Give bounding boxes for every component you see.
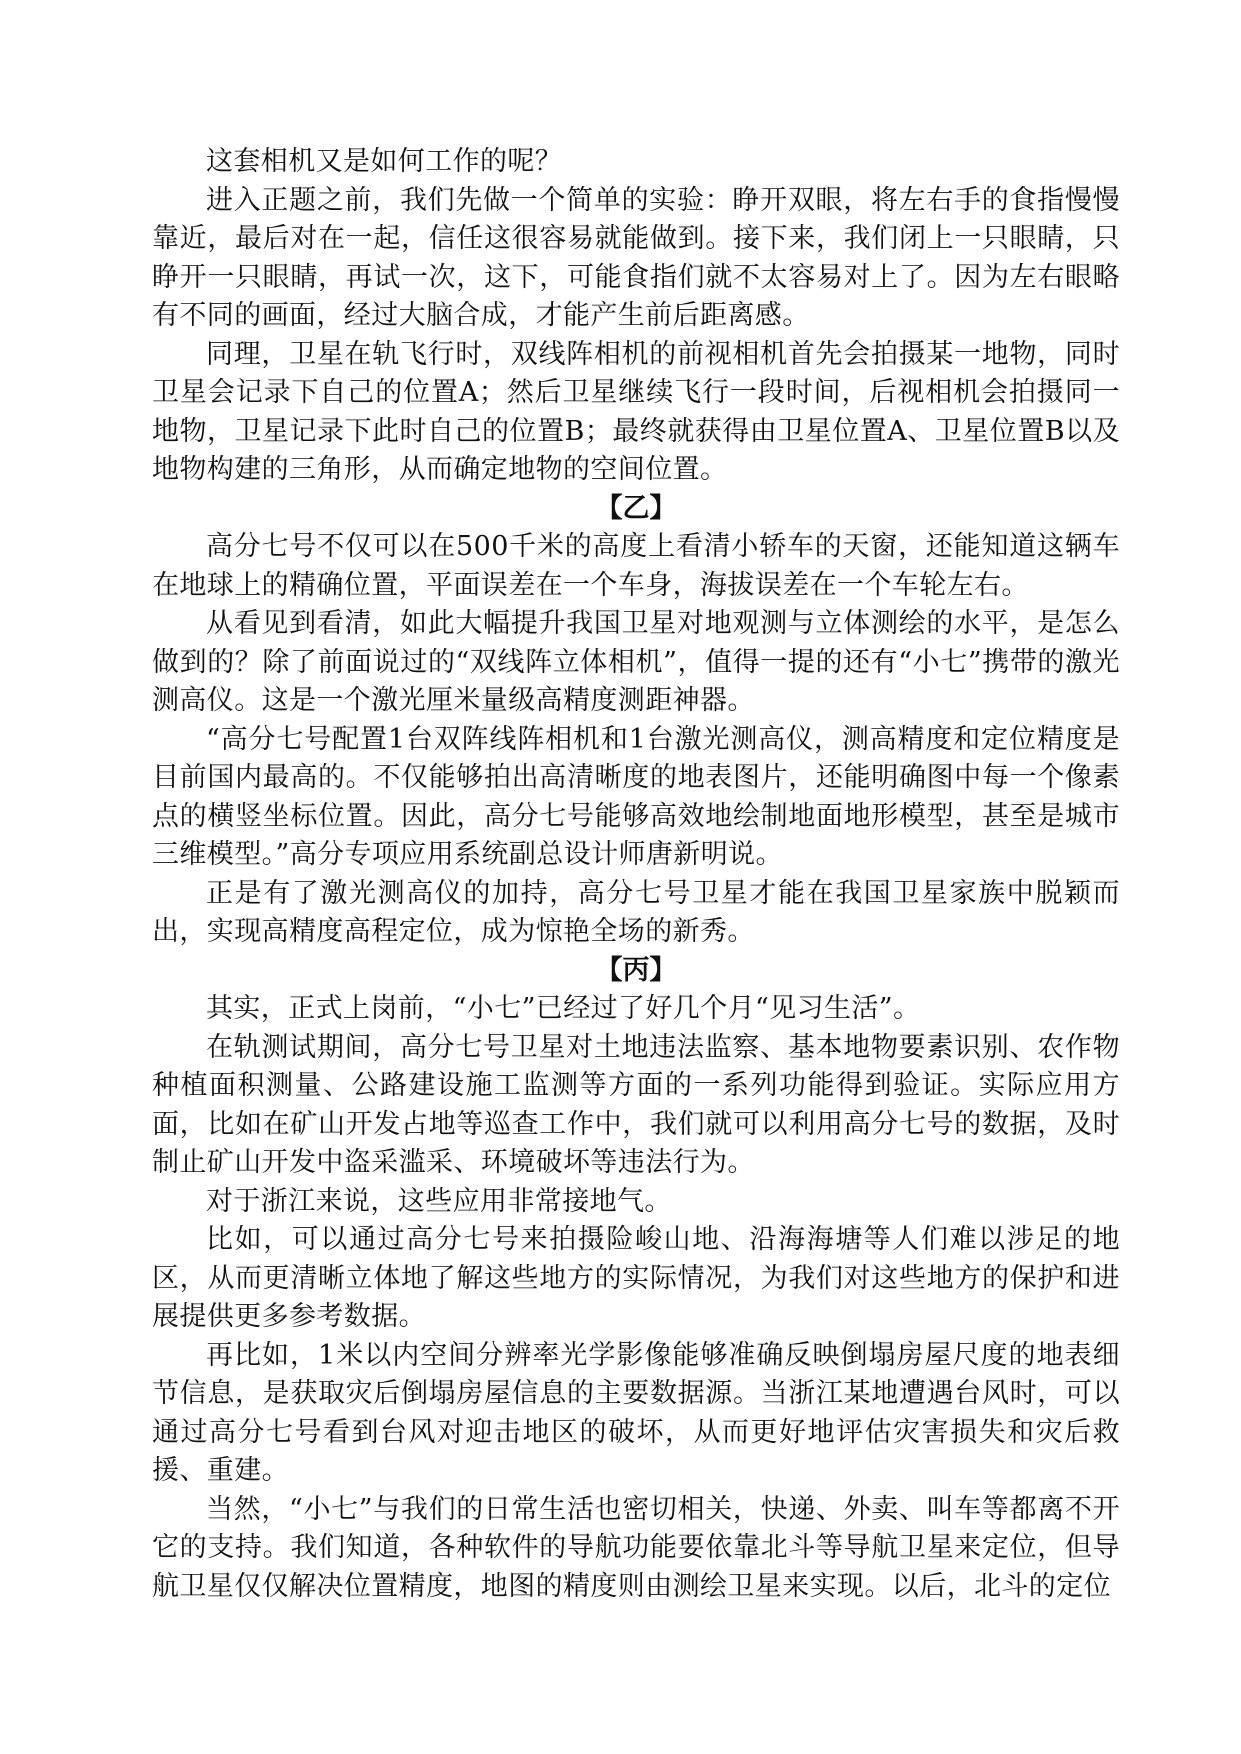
paragraph: 这套相机又是如何工作的呢？ bbox=[206, 146, 563, 177]
paragraph: 当然，“小七”与我们的日常生活也密切相关，快递、外卖、叫车等都离不开它的支持。我们知道，各种软件的导航功能要依靠北斗等导航卫星来定位，但导航卫星仅仅解决位置精度，地图的精度则由测绘卫星来实现。以后，北斗的定位 bbox=[152, 1493, 1120, 1602]
section-heading-bing: 【丙】 bbox=[595, 954, 677, 986]
paragraph: 从看见到看清，如此大幅提升我国卫星对地观测与立体测绘的水平，是怎么做到的？除了前面说过的“双线阵立体相机”，值得一提的还有“小七”携带的激光测高仪。这是一个激光厘米量级高精度测距神器。 bbox=[152, 608, 1120, 716]
section-heading-yi: 【乙】 bbox=[595, 492, 677, 524]
paragraph: 高分七号不仅可以在500千米的高度上看清小轿车的天窗，还能知道这辆车在地球上的精确位置，平面误差在一个车身，海拔误差在一个车轮左右。 bbox=[152, 531, 1120, 601]
paragraph: 再比如，1米以内空间分辨率光学影像能够准确反映倒塌房屋尺度的地表细节信息，是获取灾后倒塌房屋信息的主要数据源。当浙江某地遭遇台风时，可以通过高分七号看到台风对迎击地区的破坏，从而更好地评估灾害损失和灾后救援、重建。 bbox=[152, 1339, 1120, 1486]
paragraph: 对于浙江来说，这些应用非常接地气。 bbox=[206, 1185, 672, 1217]
paragraph: 其实，正式上岗前，“小七”已经过了好几个月“见习生活”。 bbox=[206, 993, 921, 1024]
paragraph: 进入正题之前，我们先做一个简单的实验：睁开双眼，将左右手的食指慢慢靠近，最后对在一起，信任这很容易就能做到。接下来，我们闭上一只眼睛，只睁开一只眼睛，再试一次，这下，可能食指们就不太容易对上了。因为左右眼略有不同的画面，经过大脑合成，才能产生前后距离感。 bbox=[152, 184, 1120, 331]
paragraph: 比如，可以通过高分七号来拍摄险峻山地、沿海海塘等人们难以涉足的地区，从而更清晰立体地了解这些地方的实际情况，为我们对这些地方的保护和进展提供更多参考数据。 bbox=[152, 1224, 1120, 1332]
paragraph: “高分七号配置1台双阵线阵相机和1台激光测高仪，测高精度和定位精度是目前国内最高的。不仅能够拍出高清晰度的地表图片，还能明确图中每一个像素点的横竖坐标位置。因此，高分七号能够高效地绘制地面地形模型，甚至是城市三维模型。”高分专项应用系统副总设计师唐新明说。 bbox=[152, 723, 1120, 870]
paragraph: 在轨测试期间，高分七号卫星对土地违法监察、基本地物要素识别、农作物种植面积测量、公路建设施工监测等方面的一系列功能得到验证。实际应用方面，比如在矿山开发占地等巡查工作中，我们就可以利用高分七号的数据，及时制止矿山开发中盗采滥采、环境破坏等违法行为。 bbox=[152, 1031, 1120, 1178]
paragraph: 同理，卫星在轨飞行时，双线阵相机的前视相机首先会拍摄某一地物，同时卫星会记录下自己的位置A；然后卫星继续飞行一段时间，后视相机会拍摄同一地物，卫星记录下此时自己的位置B；最终就获得由卫星位置A、卫星位置B以及地物构建的三角形，从而确定地物的空间位置。 bbox=[152, 338, 1120, 485]
document-page bbox=[152, 143, 1120, 1606]
paragraph: 正是有了激光测高仪的加持，高分七号卫星才能在我国卫星家族中脱颖而出，实现高精度高程定位，成为惊艳全场的新秀。 bbox=[152, 877, 1120, 947]
